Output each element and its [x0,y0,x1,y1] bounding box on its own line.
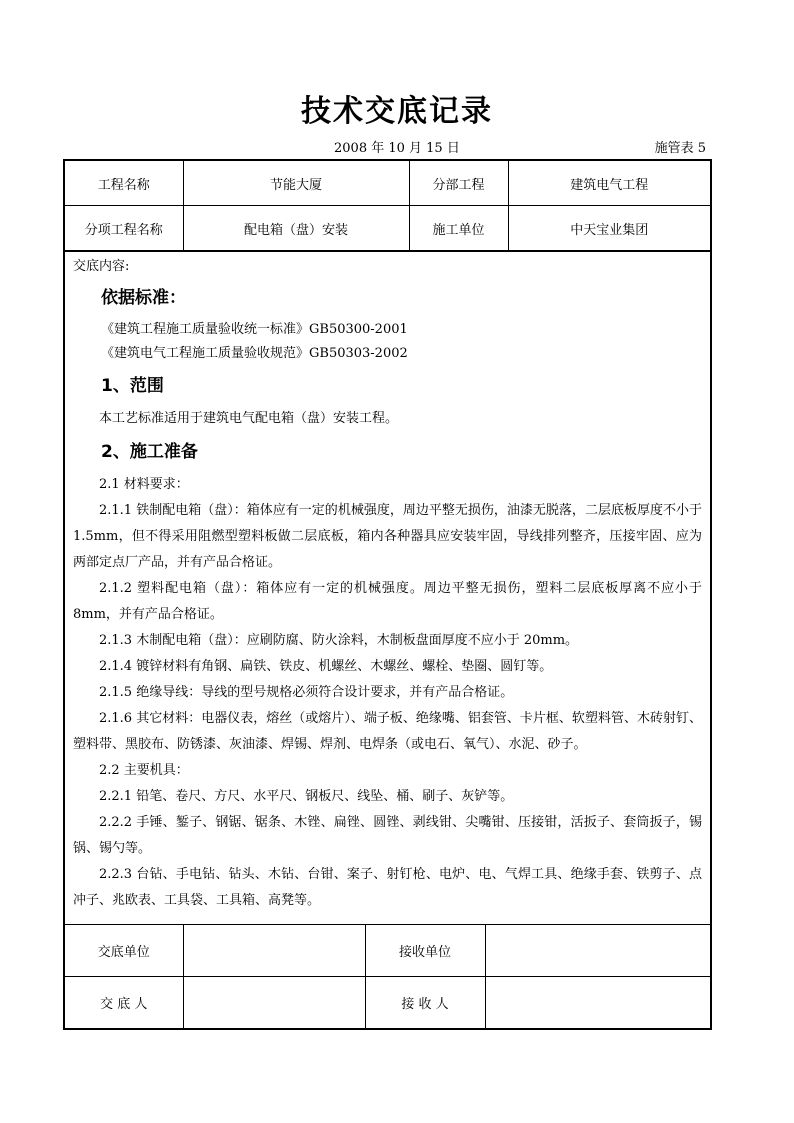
contractor-value: 中天宝业集团 [508,206,710,251]
division-value: 建筑电气工程 [508,161,710,206]
content-paragraph: 2.2 主要机具： [99,763,189,778]
content-paragraph: 2.1.4 镀锌材料有角钢、扁铁、铁皮、机螺丝、木螺丝、螺栓、垫圈、圆钉等。 [99,659,553,674]
project-info-table [65,161,710,251]
table-row [65,977,710,1029]
issuer-person-label: 交 底 人 [65,977,183,1029]
form-number: 施管表 5 [654,141,706,156]
project-name-label: 工程名称 [65,161,183,206]
table-row [65,161,710,206]
content-label: 交底内容: [73,259,130,274]
subitem-value: 配电箱（盘）安装 [183,206,409,251]
standard-item: 《建筑电气工程施工质量验收规范》GB50303-2002 [101,346,408,361]
contractor-label: 施工单位 [409,206,508,251]
content-paragraph: 2.2.1 铅笔、卷尺、方尺、水平尺、钢板尺、线坠、桶、刷子、灰铲等。 [99,789,514,804]
scope-heading: 1、范围 [101,376,164,396]
subitem-label: 分项工程名称 [65,206,183,251]
content-paragraph: 2.1.5 绝缘导线：导线的型号规格必须符合设计要求，并有产品合格证。 [99,685,514,700]
table-row [65,925,710,977]
record-date: 2008 年 10 月 15 日 [334,141,460,156]
record-form [63,159,712,1030]
standard-item: 《建筑工程施工质量验收统一标准》GB50300-2001 [101,322,408,337]
signature-table [65,925,710,1028]
content-paragraph: 2.1.2 塑料配电箱（盘）：箱体应有一定的机械强度。周边平整无损伤，塑料二层底板厚离不应小于 8mm，并有产品合格证。 [73,581,702,622]
issuer-unit-value[interactable] [183,925,365,977]
document-title: 技术交底记录 [301,94,493,129]
content-paragraph: 2.1 材料要求： [99,477,189,492]
preparation-heading: 2、施工准备 [101,442,198,462]
content-paragraph: 2.2.2 手锤、錾子、钢锯、锯条、木锉、扁锉、圆锉、剥线钳、尖嘴钳、压接钳，活扳子、套筒扳子，锡锅、锡勺等。 [73,815,702,856]
project-name-value: 节能大厦 [183,161,409,206]
table-row [65,206,710,251]
basis-heading: 依据标准： [101,288,186,308]
content-paragraph: 2.1.1 铁制配电箱（盘）：箱体应有一定的机械强度，周边平整无损伤，油漆无脱落，二层底板厚度不小于 1.5mm，但不得采用阻燃型塑料板做二层底板，箱内各种器具应安装牢固，导线排列整齐，压接牢固、应为两部定点厂产品，并有产品合格证。 [73,503,702,570]
receiver-unit-label: 接收单位 [365,925,485,977]
issuer-person-value[interactable] [183,977,365,1029]
content-paragraph: 2.1.3 木制配电箱（盘）：应刷防腐、防火涂料，木制板盘面厚度不应小于 20mm。 [99,633,579,648]
receiver-person-label: 接 收 人 [365,977,485,1029]
content-paragraph: 2.2.3 台钻、手电钻、钻头、木钻、台钳、案子、射钉枪、电炉、电、气焊工具、绝缘手套、铁剪子、点冲子、兆欧表、工具袋、工具箱、高凳等。 [73,867,702,908]
content-paragraph: 2.1.6 其它材料：电器仪表，熔丝（或熔片）、端子板、绝缘嘴、铝套管、卡片框、软塑料管、木砖射钉、塑料带、黑胶布、防锈漆、灰油漆、焊锡、焊剂、电焊条（或电石、氧气）、水泥、砂子。 [73,711,702,752]
scope-text: 本工艺标准适用于建筑电气配电箱（盘）安装工程。 [99,411,399,426]
receiver-person-value[interactable] [485,977,710,1029]
disclosure-content [65,251,710,925]
receiver-unit-value[interactable] [485,925,710,977]
issuer-unit-label: 交底单位 [65,925,183,977]
division-label: 分部工程 [409,161,508,206]
